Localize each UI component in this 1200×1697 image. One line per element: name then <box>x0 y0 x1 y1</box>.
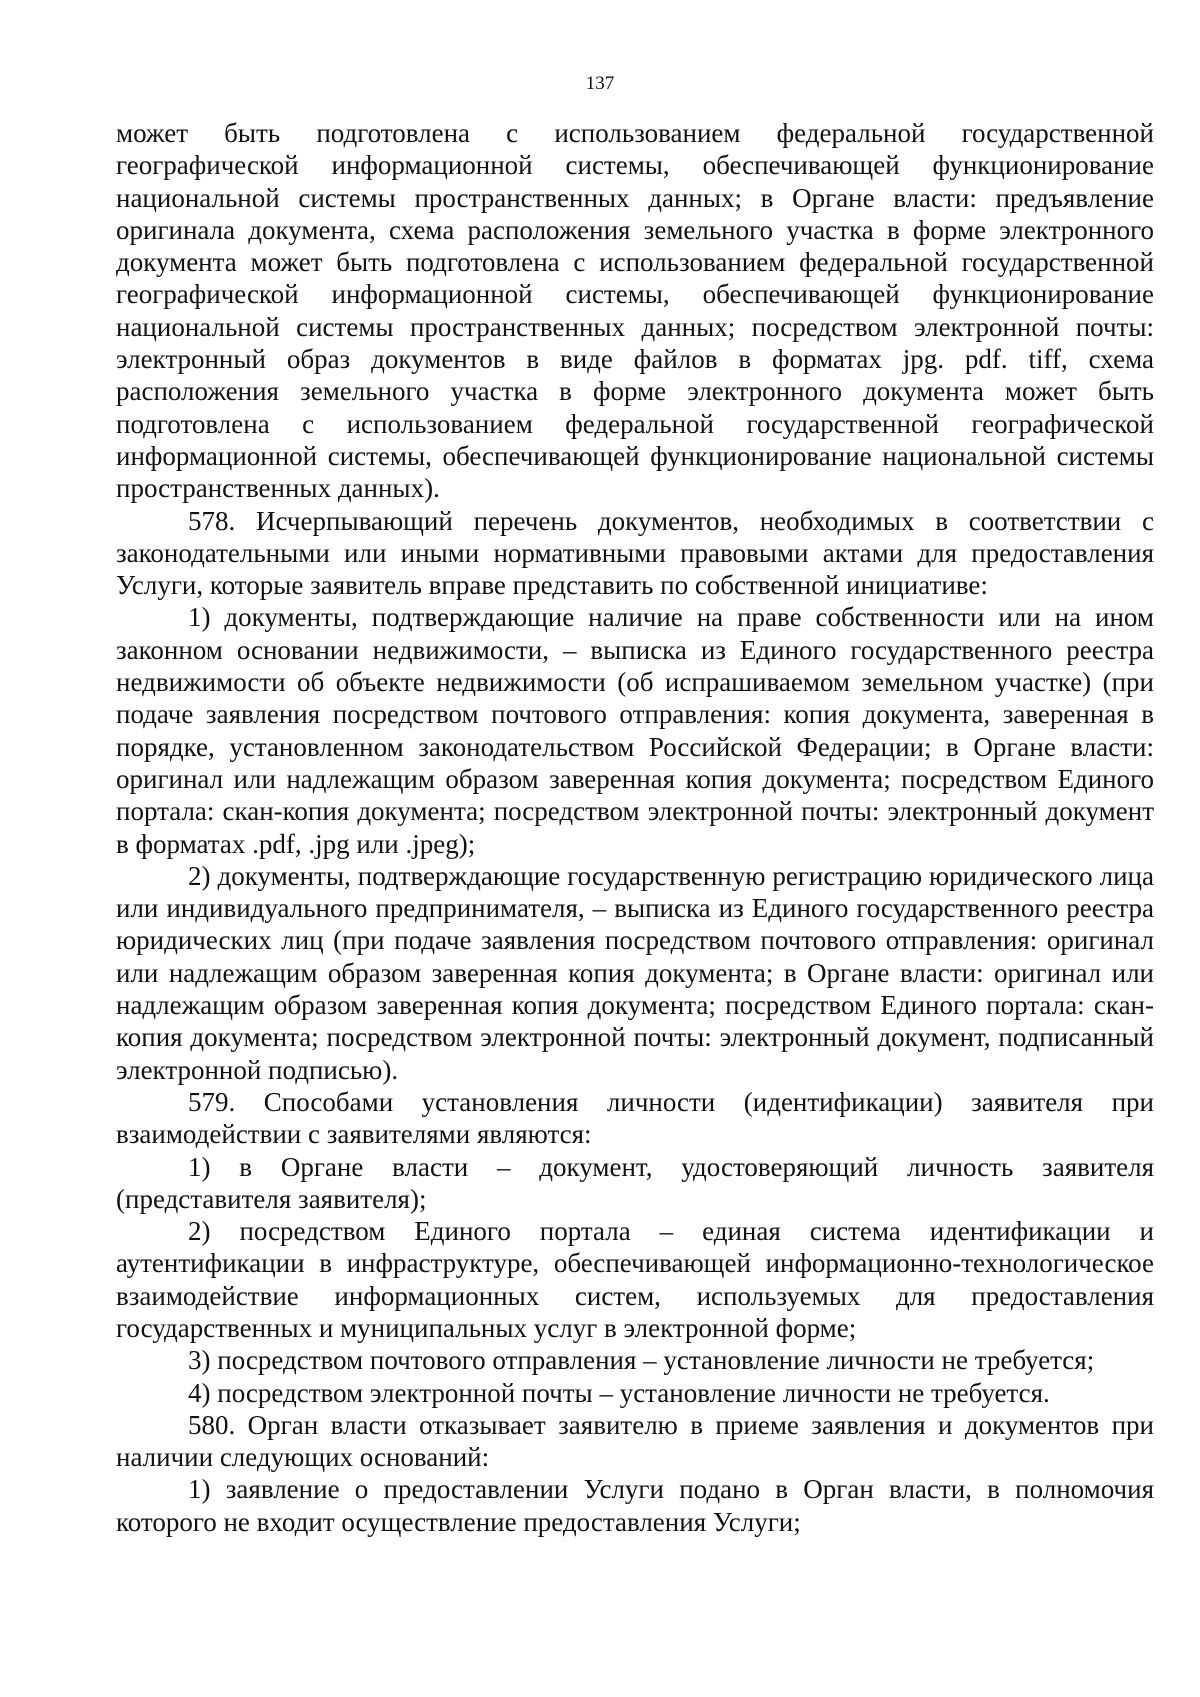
paragraph-578: 578. Исчерпывающий перечень документов, необходимых в соответствии с законодательными или иными нормативными правовыми актами для предоставления Услуги, которые заявитель вправе представить по собственной инициативе: <box>116 505 1154 601</box>
paragraph-579: 579. Способами установления личности (идентификации) заявителя при взаимодействии с заявителями являются: <box>116 1086 1154 1150</box>
paragraph-579-item-4: 4) посредством электронной почты – установление личности не требуется. <box>188 1377 1050 1408</box>
page-number: 137 <box>585 73 615 94</box>
paragraph-continuation: может быть подготовлена с использованием федеральной государственной географической информационной системы, обеспечивающей функционирование национальной системы пространственных данных; в Органе власти: предъявление оригинала документа, схема расположения земельного участка в форме электронного документа может быть подготовлена с использованием федеральной государственной географической информационной системы, обеспечивающей функционирование национальной системы пространственных данных; посредством электронной почты: электронный образ документов в виде файлов в форматах jpg. pdf. tiff, схема расположения земельного участка в форме электронного документа может быть подготовлена с использованием федеральной государственной географической информационной системы, обеспечивающей функционирование национальной системы пространственных данных). <box>116 118 1154 504</box>
document-body <box>116 117 1154 1538</box>
paragraph-579-item-1: 1) в Органе власти – документ, удостоверяющий личность заявителя (представителя заявителя); <box>116 1151 1154 1214</box>
paragraph-578-item-2: 2) документы, подтверждающие государственную регистрацию юридического лица или индивидуального предпринимателя, – выписка из Единого государственного реестра юридических лиц (при подаче заявления посредством почтового отправления: оригинал или надлежащим образом заверенная копия документа; в Органе власти: оригинал или надлежащим образом заверенная копия документа; посредством Единого портала: скан-копия документа; посредством электронной почты: электронный документ, подписанный электронной подписью). <box>116 860 1154 1085</box>
paragraph-580: 580. Орган власти отказывает заявителю в приеме заявления и документов при наличии следующих оснований: <box>116 1409 1154 1473</box>
paragraph-579-item-2: 2) посредством Единого портала – единая система идентификации и аутентификации в инфраструктуре, обеспечивающей информационно-технологическое взаимодействие информационных систем, используемых для предоставления государственных и муниципальных услуг в электронной форме; <box>116 1216 1154 1343</box>
paragraph-579-item-3: 3) посредством почтового отправления – установление личности не требуется; <box>188 1345 1095 1376</box>
paragraph-578-item-1: 1) документы, подтверждающие наличие на праве собственности или на ином законном основании недвижимости, – выписка из Единого государственного реестра недвижимости об объекте недвижимости (об испрашиваемом земельном участке) (при подаче заявления посредством почтового отправления: копия документа, заверенная в порядке, установленном законодательством Российской Федерации; в Органе власти: оригинал или надлежащим образом заверенная копия документа; посредством Единого портала: скан-копия документа; посредством электронной почты: электронный документ в форматах .pdf, .jpg или .jpeg); <box>116 602 1154 859</box>
paragraph-580-item-1: 1) заявление о предоставлении Услуги подано в Орган власти, в полномочия которого не входит осуществление предоставления Услуги; <box>116 1474 1154 1537</box>
